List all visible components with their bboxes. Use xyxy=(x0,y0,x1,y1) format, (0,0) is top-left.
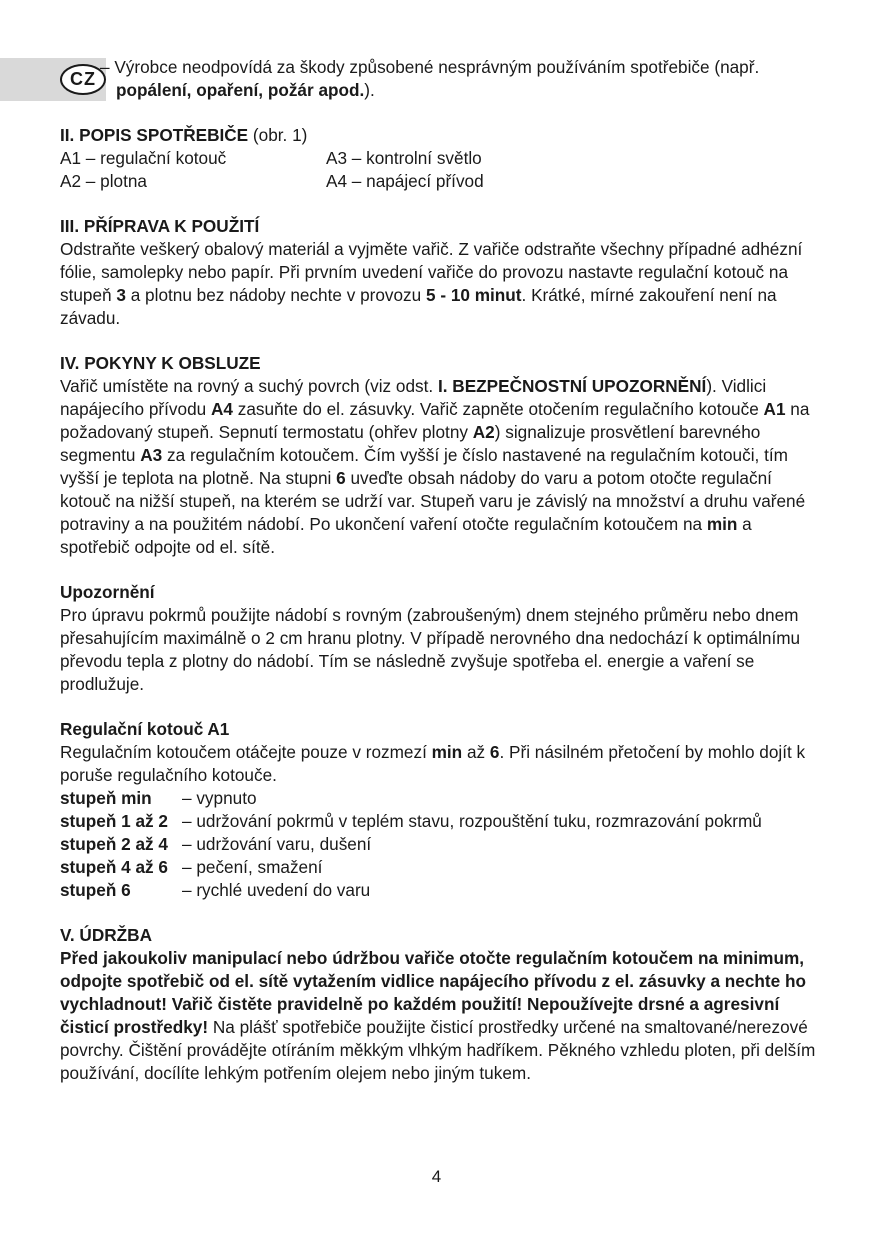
section-operation-text xyxy=(60,375,820,559)
section-description-heading xyxy=(60,124,820,147)
section-dial xyxy=(60,718,820,902)
section-maintenance-text xyxy=(60,947,820,1085)
text-run: na požadovaný stupeň. Sepnutí termostatu (ohřev plotny xyxy=(60,399,810,442)
text-run: a plotnu bez nádoby nechte v provozu xyxy=(125,285,426,305)
language-badge: CZ xyxy=(60,64,106,95)
setting-row xyxy=(60,833,820,856)
bold-run: 6 xyxy=(489,742,500,762)
section-dial-text xyxy=(60,741,820,787)
intro-bold: popálení, opaření, požár apod. xyxy=(116,80,365,100)
section-operation xyxy=(60,352,820,559)
text-run: uveďte obsah nádoby do varu a potom otočte regulační kotouč na nižší stupeň, na kterém se udrží var. Stupeň varu je závislý na množství a druhu vařené potraviny a na použitém nádobí. Po ukončení vaření otočte regulačním kotoučem na xyxy=(60,468,806,534)
setting-key: stupeň min xyxy=(60,788,152,808)
setting-row xyxy=(60,856,820,879)
setting-value: – rychlé uvedení do varu xyxy=(182,880,371,900)
intro-text-end: ). xyxy=(364,80,375,100)
intro-text: – Výrobce neodpovídá za škody způsobené nesprávným používáním spotřebiče (např. xyxy=(100,57,760,77)
text-run: Odstraňte veškerý obalový materiál a vyjměte vařič. Z vařiče odstraňte všechny případné adhézní fólie, samolepky nebo papír. Při prvním uvedení vařiče do provozu nastavte regulační kotouč na stupeň xyxy=(60,239,803,305)
section-maintenance xyxy=(60,924,820,1085)
section-warning-text: Pro úpravu pokrmů použijte nádobí s rovným (zabroušeným) dnem stejného průměru nebo dnem přesahujícím maximálně o 2 cm hranu plotny. V případě nerovného dna nedochází k optimálnímu převodu tepla z plotny do nádobí. Tím se následně zvyšuje spotřeba el. energie a vaření se prodlužuje. xyxy=(60,605,801,694)
bold-run: A1 xyxy=(763,399,786,419)
section-preparation xyxy=(60,215,820,330)
bold-run: I. BEZPEČNOSTNÍ UPOZORNĚNÍ xyxy=(437,376,707,396)
text-run: zasuňte do el. zásuvky. Vařič zapněte otočením regulačního kotouče xyxy=(232,399,764,419)
section-description xyxy=(60,124,820,193)
setting-row xyxy=(60,879,820,902)
intro-paragraph xyxy=(60,56,820,102)
part-a4: A4 – napájecí přívod xyxy=(326,171,484,191)
setting-key: stupeň 2 až 4 xyxy=(60,834,168,854)
parts-row xyxy=(60,170,820,193)
text-run: ). Vidlici napájecího přívodu xyxy=(60,376,767,419)
text-run: za regulačním kotoučem. Čím vyšší je číslo nastavené na regulačním kotouči, tím vyšší je teplota na plotně. Na stupni xyxy=(60,445,788,488)
page-number: 4 xyxy=(431,1167,442,1186)
text-run: a spotřebič odpojte od el. sítě. xyxy=(60,514,752,557)
section-warning xyxy=(60,581,820,696)
part-a2: A2 – plotna xyxy=(60,171,147,191)
bold-run: Před jakoukoliv manipulací nebo údržbou vařiče otočte regulačním kotoučem na minimum, odpojte spotřebič od el. sítě vytažením vidlice napájecího přívodu z el. zásuvky a nechte ho vychladnout! Vařič čistěte pravidelně po každém použití! Nepoužívejte drsné a agresivní čisticí prostředky! xyxy=(60,948,806,1037)
setting-key: stupeň 4 až 6 xyxy=(60,857,168,877)
bold-run: A3 xyxy=(140,445,163,465)
text-run: . Krátké, mírné zakouření není na závadu. xyxy=(60,285,777,328)
bold-run: min xyxy=(431,742,463,762)
text-run: ) signalizuje prosvětlení barevného segmentu xyxy=(60,422,761,465)
document-body xyxy=(60,56,820,1085)
setting-key: stupeň 6 xyxy=(60,880,131,900)
bold-run: 3 xyxy=(116,285,126,305)
bold-run: 6 xyxy=(336,468,346,488)
text-run: Vařič umístěte na rovný a suchý povrch (viz odst. xyxy=(60,376,438,396)
section-description-title: II. POPIS SPOTŘEBIČE xyxy=(60,125,249,145)
part-a1: A1 – regulační kotouč xyxy=(60,148,227,168)
setting-value: – udržování pokrmů v teplém stavu, rozpouštění tuku, rozmrazování pokrmů xyxy=(182,811,762,831)
section-dial-title: Regulační kotouč A1 xyxy=(60,719,230,739)
text-run: Na plášť spotřebiče použijte čisticí prostředky určené na smaltované/nerezové povrchy. Čištění provádějte otíráním měkkým vlhkým hadříkem. Pěkného vzhledu ploten, při delším používání, docílíte lehkým potřením olejem nebo jiným tukem. xyxy=(60,1017,816,1083)
setting-key: stupeň 1 až 2 xyxy=(60,811,168,831)
section-warning-title: Upozornění xyxy=(60,582,155,602)
setting-value: – vypnuto xyxy=(182,788,257,808)
text-run: . Při násilném přetočení by mohlo dojít k poruše regulačního kotouče. xyxy=(60,742,806,785)
text-run: až xyxy=(462,742,490,762)
bold-run: A2 xyxy=(472,422,495,442)
text-run: Regulačním kotoučem otáčejte pouze v rozmezí xyxy=(60,742,432,762)
setting-value: – udržování varu, dušení xyxy=(182,834,372,854)
section-operation-title: IV. POKYNY K OBSLUZE xyxy=(60,353,261,373)
bold-run: 5 - 10 minut xyxy=(426,285,522,305)
setting-row xyxy=(60,787,820,810)
part-a3: A3 – kontrolní světlo xyxy=(326,148,482,168)
section-preparation-text xyxy=(60,238,820,330)
setting-value: – pečení, smažení xyxy=(182,857,323,877)
bold-run: min xyxy=(706,514,738,534)
section-description-ref: (obr. 1) xyxy=(248,125,308,145)
parts-row xyxy=(60,147,820,170)
section-preparation-title: III. PŘÍPRAVA K POUŽITÍ xyxy=(60,216,260,236)
section-maintenance-title: V. ÚDRŽBA xyxy=(60,925,152,945)
bold-run: A4 xyxy=(210,399,233,419)
setting-row xyxy=(60,810,820,833)
